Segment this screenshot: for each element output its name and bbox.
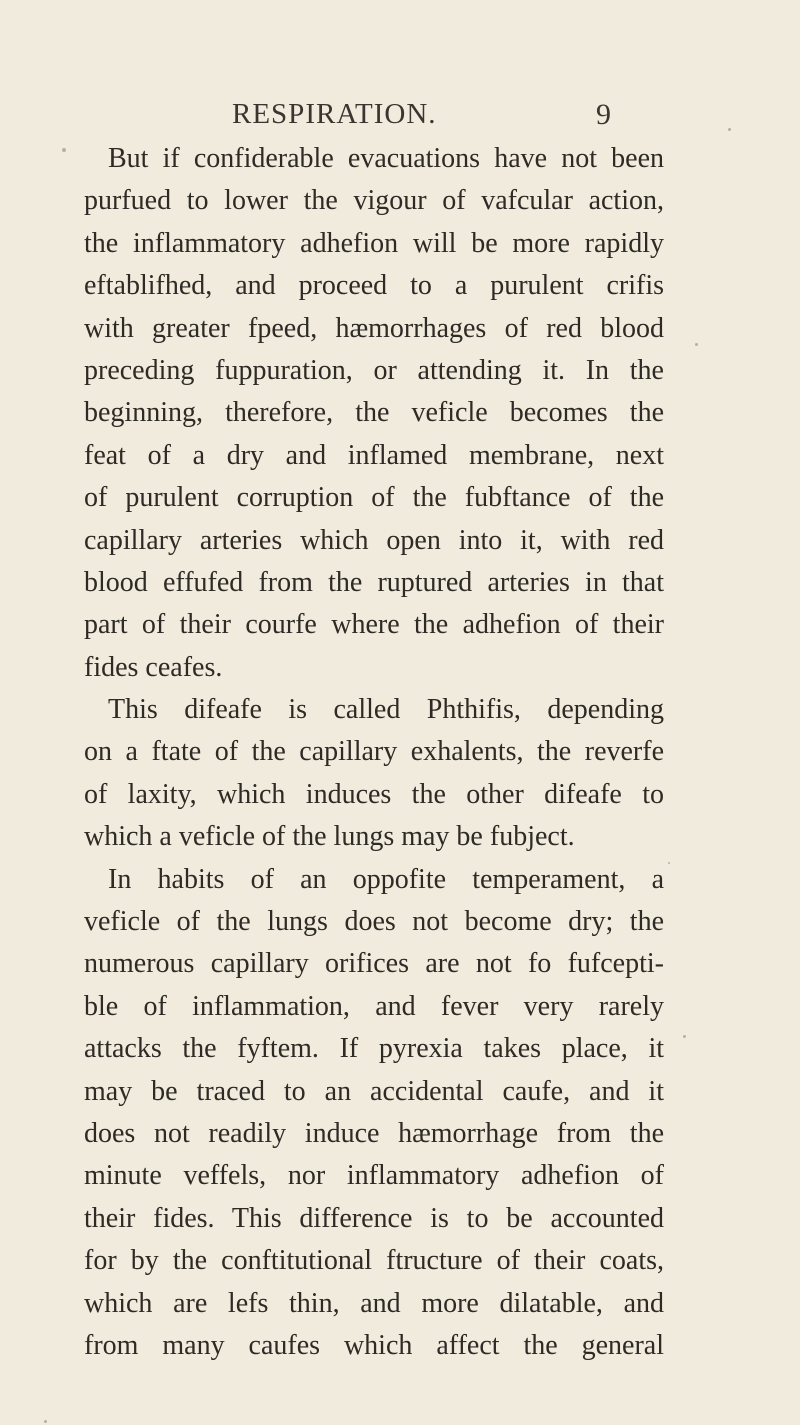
text-line: of purulent corruption of the fubftance of the <box>84 482 664 514</box>
text-line: purfued to lower the vigour of vafcular action, <box>84 185 664 217</box>
text-line: capillary arteries which open into it, with red <box>84 524 664 556</box>
text-line: for by the conftitutional ftructure of their coats, <box>84 1245 664 1277</box>
text-line: beginning, therefore, the veficle becomes the <box>84 397 664 429</box>
text-line: eftablifhed, and proceed to a purulent crifis <box>84 270 664 302</box>
paper-speck <box>728 128 731 131</box>
text-line: from many caufes which affect the general <box>84 1329 664 1361</box>
text-line: numerous capillary orifices are not fo fufcepti- <box>84 948 664 980</box>
text-line: with greater fpeed, hæmorrhages of red blood <box>84 312 664 344</box>
text-line: ble of inflammation, and fever very rarely <box>84 990 664 1022</box>
text-line: attacks the fyftem. If pyrexia takes place, it <box>84 1033 664 1065</box>
paper-speck <box>695 343 698 346</box>
text-line: does not readily induce hæmorrhage from the <box>84 1117 664 1149</box>
text-line: This difeafe is called Phthifis, depending <box>108 694 664 726</box>
running-title: RESPIRATION. <box>232 98 437 130</box>
page-number: 9 <box>596 98 611 131</box>
text-line: In habits of an oppofite temperament, a <box>108 863 664 895</box>
text-line: But if confiderable evacuations have not been <box>108 143 664 174</box>
paper-speck <box>668 862 670 864</box>
paper-speck <box>44 1420 47 1423</box>
running-head <box>0 98 800 138</box>
text-line: their fides. This difference is to be accounted <box>84 1202 664 1234</box>
text-line: minute veffels, nor inflammatory adhefion of <box>84 1160 664 1192</box>
text-line: which are lefs thin, and more dilatable, and <box>84 1287 664 1319</box>
text-line: which a veficle of the lungs may be fubject. <box>84 821 575 853</box>
text-line: fides ceafes. <box>84 651 223 683</box>
paper-speck <box>683 1035 686 1038</box>
text-line: the inflammatory adhefion will be more rapidly <box>84 227 664 259</box>
text-line: part of their courfe where the adhefion of their <box>84 609 664 641</box>
text-line: on a ftate of the capillary exhalents, the reverfe <box>84 736 664 768</box>
body-text <box>84 138 664 1367</box>
text-line: blood effufed from the ruptured arteries in that <box>84 566 664 598</box>
paper-speck <box>62 148 66 152</box>
text-line: of laxity, which induces the other difeafe to <box>84 778 664 810</box>
text-line: feat of a dry and inflamed membrane, next <box>84 439 664 471</box>
text-line: preceding fuppuration, or attending it. In the <box>84 354 664 386</box>
text-line: may be traced to an accidental caufe, and it <box>84 1075 664 1107</box>
text-line: veficle of the lungs does not become dry; the <box>84 906 664 938</box>
